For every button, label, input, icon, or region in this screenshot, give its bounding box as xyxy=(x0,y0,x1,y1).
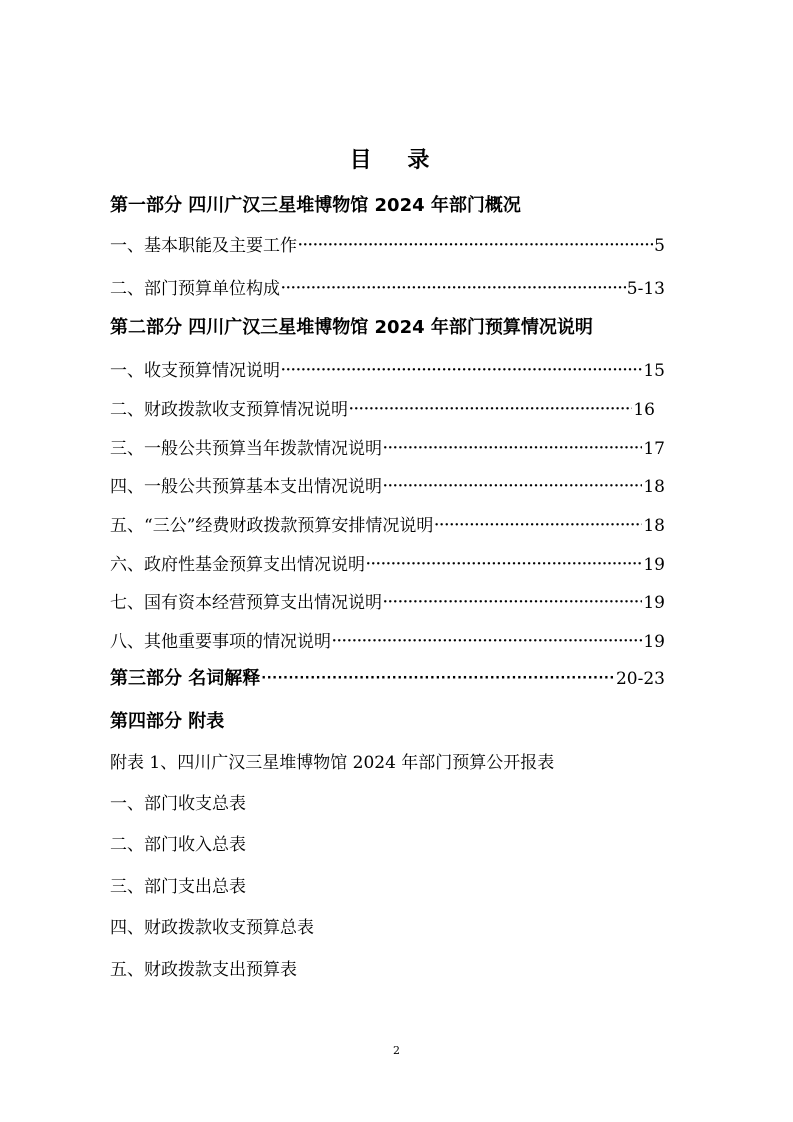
toc-entry-part-1 xyxy=(110,188,521,218)
toc-entry xyxy=(110,869,246,899)
toc-entry-label: 五、“三公”经费财政拨款预算安排情况说明 xyxy=(110,516,434,536)
toc-entry-page: 15 xyxy=(643,361,665,381)
toc-entry-label: 一、部门收支总表 xyxy=(110,794,246,814)
toc-entry-part-4 xyxy=(110,704,224,734)
toc-entry-label: 三、部门支出总表 xyxy=(110,877,246,897)
dot-leader xyxy=(261,667,615,691)
toc-entry-appendix xyxy=(110,745,554,775)
toc-entry xyxy=(110,392,655,422)
toc-entry-label: 一、收支预算情况说明 xyxy=(110,361,280,381)
toc-entry xyxy=(110,624,665,654)
dot-leader xyxy=(383,475,642,499)
dot-leader xyxy=(383,437,642,461)
toc-entry-part-2 xyxy=(110,310,593,340)
toc-entry xyxy=(110,469,665,499)
toc-entry xyxy=(110,508,665,538)
toc-entry-label: 四、一般公共预算基本支出情况说明 xyxy=(110,477,382,497)
toc-entry-label: 八、其他重要事项的情况说明 xyxy=(110,632,331,652)
toc-entry-page: 20-23 xyxy=(615,669,665,689)
dot-leader xyxy=(349,398,632,422)
toc-entry-label: 四、财政拨款收支预算总表 xyxy=(110,918,314,938)
toc-entry xyxy=(110,585,665,615)
toc-entry-label: 二、部门预算单位构成 xyxy=(110,279,280,299)
toc-entry xyxy=(110,786,246,816)
page-title: 目 录 xyxy=(349,148,444,173)
dot-leader xyxy=(366,553,642,577)
toc-entry-page: 5-13 xyxy=(626,279,665,299)
toc-entry-label: 第四部分 附表 xyxy=(110,711,225,732)
toc-entry-label: 五、财政拨款支出预算表 xyxy=(110,960,297,980)
toc-entry xyxy=(110,547,665,577)
toc-entry-label: 第一部分 四川广汉三星堆博物馆 2024 年部门概况 xyxy=(110,195,521,216)
toc-entry-page: 18 xyxy=(643,516,665,536)
toc-entry xyxy=(110,952,297,982)
toc-entry xyxy=(110,827,246,857)
toc-entry-label: 三、一般公共预算当年拨款情况说明 xyxy=(110,439,382,459)
dot-leader xyxy=(281,277,626,301)
toc-entry-page: 5 xyxy=(654,236,665,256)
toc-entry-label: 第三部分 名词解释 xyxy=(110,668,261,689)
toc-entry-label: 附表 1、四川广汉三星堆博物馆 2024 年部门预算公开报表 xyxy=(110,753,555,773)
toc-entry-page: 19 xyxy=(643,555,665,575)
toc-entry-page: 16 xyxy=(633,400,655,420)
toc-entry-page: 18 xyxy=(643,477,665,497)
toc-entry xyxy=(110,271,665,301)
dot-leader xyxy=(434,514,642,538)
page-number: 2 xyxy=(393,1044,400,1057)
toc-entry-label: 二、部门收入总表 xyxy=(110,835,246,855)
toc-entry xyxy=(110,431,665,461)
dot-leader xyxy=(281,359,642,383)
toc-entry-page: 19 xyxy=(643,593,665,613)
toc-entry-part-3 xyxy=(110,661,665,691)
dot-leader xyxy=(332,630,642,654)
toc-entry xyxy=(110,353,665,383)
toc-entry-page: 17 xyxy=(643,439,665,459)
toc-entry-label: 六、政府性基金预算支出情况说明 xyxy=(110,555,365,575)
toc-entry-page: 19 xyxy=(643,632,665,652)
dot-leader xyxy=(383,591,642,615)
dot-leader xyxy=(298,234,653,258)
toc-entry-label: 七、国有资本经营预算支出情况说明 xyxy=(110,593,382,613)
toc-entry-label: 第二部分 四川广汉三星堆博物馆 2024 年部门预算情况说明 xyxy=(110,317,593,338)
toc-entry xyxy=(110,910,314,940)
toc-entry-label: 二、财政拨款收支预算情况说明 xyxy=(110,400,348,420)
toc-entry xyxy=(110,228,665,258)
toc-entry-label: 一、基本职能及主要工作 xyxy=(110,236,297,256)
